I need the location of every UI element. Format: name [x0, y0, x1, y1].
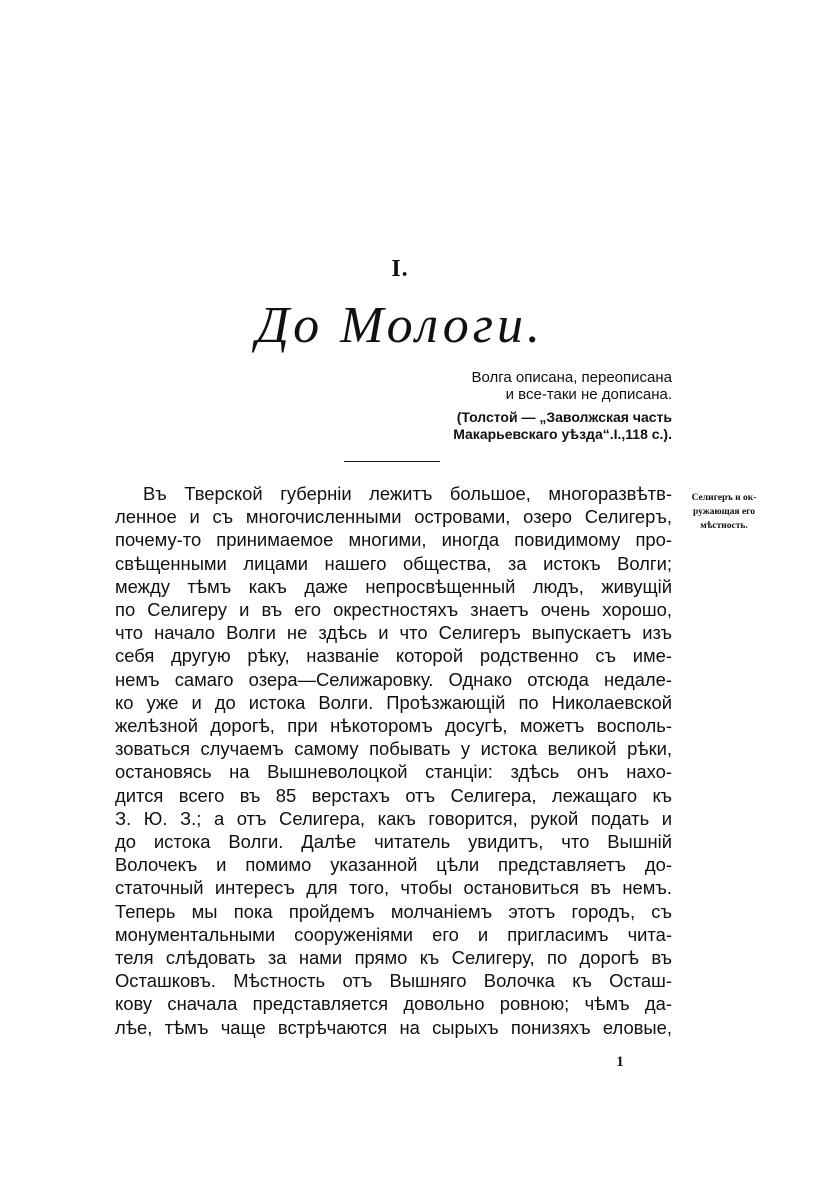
body-line: монументальными сооруженіями его и пригласимъ чита-	[115, 923, 672, 945]
body-line: зоваться случаемъ самому побывать у истока великой рѣки,	[115, 738, 672, 760]
body-line: ко уже и до истока Волги. Проѣзжающій по Николаевской	[115, 691, 672, 713]
body-line: между тѣмъ какъ даже непросвѣщенный людъ, живущій	[115, 575, 672, 597]
epigraph-line: и все-таки не дописана.	[505, 386, 672, 403]
side-note-line: мѣстность.	[700, 521, 748, 531]
body-line: З. Ю. З.; а отъ Селигера, какъ говорится, рукой подать и	[115, 807, 672, 829]
body-line: лѣе, тѣмъ чаще встрѣчаются на сырыхъ понизяхъ еловые,	[115, 1016, 672, 1038]
body-line: что начало Волги не здѣсь и что Селигеръ выпускаетъ изъ	[115, 622, 672, 644]
side-note-line: Селигеръ и ок-	[691, 493, 757, 503]
body-line: Волочекъ и помимо указанной цѣли представляетъ до-	[115, 854, 672, 876]
body-line: кову сначала представляется довольно ровною; чѣмъ да-	[115, 993, 672, 1015]
epigraph-source-line: (Толстой — „Заволжская часть	[456, 409, 672, 425]
side-note-line: ружающая его	[692, 507, 755, 517]
body-line: себя другую рѣку, названіе которой родственно съ име-	[115, 645, 672, 667]
epigraph	[370, 369, 672, 443]
body-line: остановясь на Вышневолоцкой станціи: здѣсь онъ нахо-	[115, 761, 672, 783]
body-line: желѣзной дорогѣ, при нѣкоторомъ досугѣ, можетъ восполь-	[115, 715, 672, 737]
body-line: до истока Волги. Далѣе читатель увидитъ, что Вышній	[115, 831, 672, 853]
body-line: почему-то принимаемое многими, иногда повидимому про-	[115, 529, 672, 551]
chapter-title: До Мологи.	[256, 297, 544, 354]
body-line: теля слѣдовать за нами прямо къ Селигеру, по дорогѣ въ	[115, 947, 672, 969]
body-line: немъ самаго озера—Селижаровку. Однако отсюда недале-	[115, 668, 672, 690]
body-text	[115, 482, 672, 1039]
body-line: статочный интересъ для того, чтобы остановиться въ немъ.	[115, 877, 672, 899]
body-line: Въ Тверской губерніи лежитъ большое, многоразвѣтв-	[143, 483, 672, 504]
body-line: Осташковъ. Мѣстность отъ Вышняго Волочка къ Осташ-	[115, 970, 672, 992]
side-note	[678, 491, 770, 533]
epigraph-source-line: Макарьевскаго уѣзда“.I.,118 с.).	[453, 426, 672, 442]
divider	[344, 461, 440, 462]
body-line: ленное и съ многочисленными островами, озеро Селигеръ,	[115, 506, 672, 528]
epigraph-source	[370, 409, 672, 443]
chapter-number: I.	[391, 256, 409, 282]
epigraph-line: Волга описана, переописана	[471, 369, 672, 386]
body-line: дится всего въ 85 верстахъ отъ Селигера, лежащаго къ	[115, 784, 672, 806]
body-line: по Селигеру и въ его окрестностяхъ знаетъ очень хорошо,	[115, 599, 672, 621]
body-line: свѣщенными лицами нашего общества, за истокъ Волги;	[115, 552, 672, 574]
page-number: 1	[616, 1054, 624, 1070]
body-line: Теперь мы пока пройдемъ молчаніемъ этотъ городъ, съ	[115, 900, 672, 922]
